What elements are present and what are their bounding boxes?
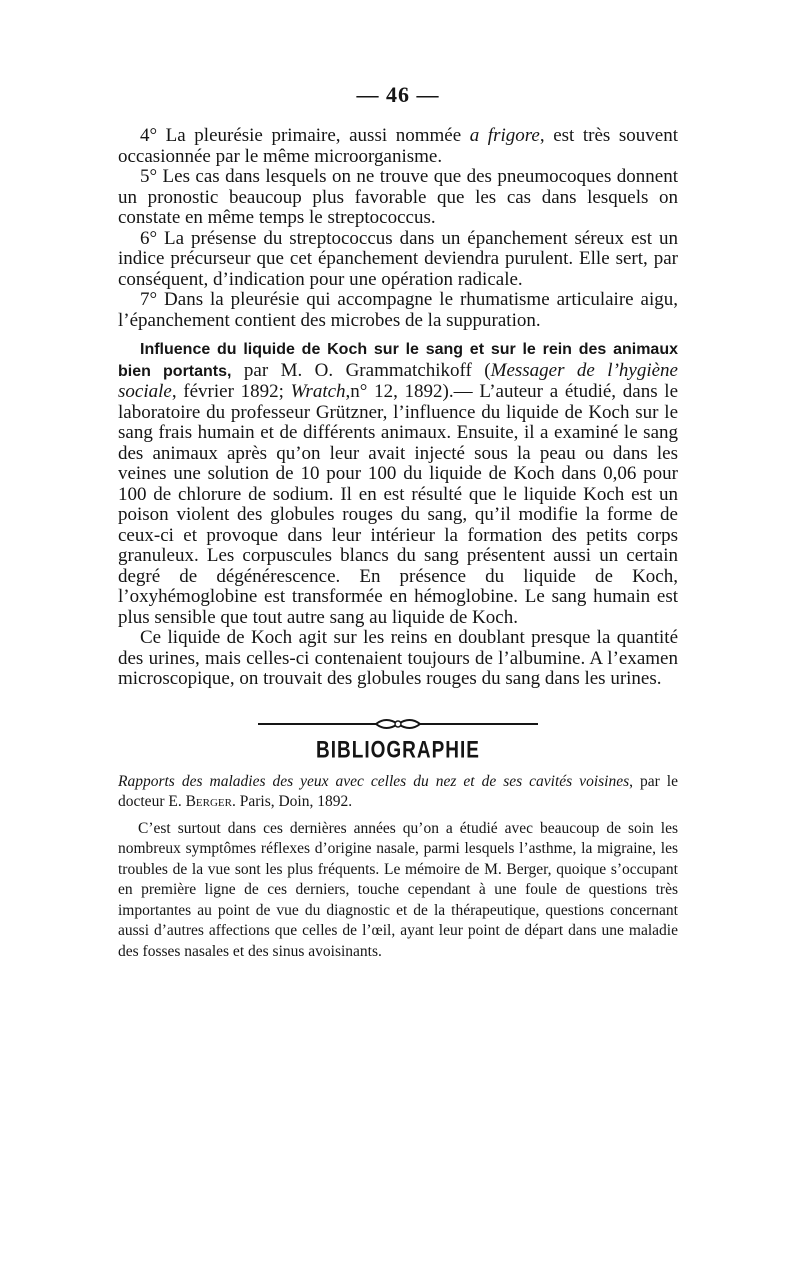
item-4-text: 4° La pleurésie primaire, aussi nommée bbox=[140, 125, 470, 146]
article-abstract bbox=[118, 339, 678, 628]
article-title: Influence du liquide de Koch sur le sang et sur le rein des animaux bien portants, bbox=[118, 341, 678, 380]
bibliography-reference bbox=[118, 772, 678, 813]
article-paragraph-2: Ce liquide de Koch agit sur les reins en doublant presque la quantité des urines, mais celles-ci contenaient toujours de l’albumine. A l’examen microscopique, on trouvait des globules rouges du sang dans les urines. bbox=[118, 627, 678, 689]
item-4-italic-term: a frigore bbox=[469, 125, 540, 146]
item-4-text-end: , est très souvent occasionnée par le même microorganisme. bbox=[118, 125, 678, 167]
numbered-conclusions bbox=[118, 126, 678, 690]
reference-title: Rapports des maladies des yeux avec celles du nez et de ses cavités voisines bbox=[118, 772, 630, 790]
article-source: par M. O. Grammatchikoff ( bbox=[231, 359, 491, 381]
article-body: ,n° 12, 1892).— L’auteur a étudié, dans le laboratoire du professeur Grützner, l’influence du liquide de Koch sur le sang frais humain et de différents animaux. Ensuite, il a examiné le sang des animaux après qu’on leur avait injecté sous la peau ou dans les veines une solution de 10 pour 100 du liquide de Koch dans 0,06 pour 100 de chlorure de sodium. Il en est résulté que le liquide Koch est un poison violent des globules rouges du sang, qu’il modifie la forme de ceux-ci et provoque dans leur intérieur la formation des petits corps granuleux. Les corpuscules blancs du sang présentent aussi un certain degré de dégénérescence. En présence du liquide de Koch, l’oxyhémoglobine est transformée en hémoglobine. Le sang humain est plus sensible que tout autre sang au liquide de Koch. bbox=[118, 381, 679, 628]
reference-publisher: . Paris, Doin, 1892. bbox=[231, 793, 353, 810]
conclusion-item-6: 6° La présense du streptococcus dans un épanchement séreux est un indice précurseur que cet épanchement deviendra purulent. Elle sert, par conséquent, d’indication pour une opération radicale. bbox=[118, 227, 678, 290]
journal-name-2: Wratch bbox=[290, 381, 346, 402]
ornamental-divider bbox=[258, 712, 538, 736]
page-number: — 46 — bbox=[356, 82, 440, 107]
book-page bbox=[118, 82, 678, 962]
article-date: , février 1892; bbox=[171, 381, 291, 402]
journal-name: Messager de l’hygiène sociale bbox=[118, 359, 678, 402]
reference-author: Berger bbox=[185, 793, 232, 810]
bibliography-heading: BIBLIOGRAPHIE bbox=[316, 736, 480, 763]
conclusion-item-5: 5° Les cas dans lesquels on ne trouve que des pneumocoques donnent un pronostic beaucoup plus favorable que les cas dans lesquels on constate en même temps le streptococcus. bbox=[118, 166, 678, 228]
bibliography-review: C’est surtout dans ces dernières années qu’on a étudié avec beaucoup de soin les nombreux symptômes réflexes d’origine nasale, parmi lesquels l’asthme, la migraine, les troubles de la vue sont les plus fréquents. Le mémoire de M. Berger, quoique s’occupant en première ligne de ces derniers, touche cependant à une foule de questions très importantes au point de vue du diagnostic et de la thérapeutique, questions concernant aussi d’autres affections que celles de l’œil, ayant leur point de départ dans une maladie des fosses nasales et des sinus avoisinants. bbox=[118, 819, 678, 960]
conclusion-item-7: 7° Dans la pleurésie qui accompagne le rhumatisme articulaire aigu, l’épanchement contient des microbes de la suppuration. bbox=[118, 289, 678, 331]
bibliography-section bbox=[118, 772, 678, 963]
reference-by: , par le docteur E. bbox=[118, 772, 678, 810]
conclusion-item-4 bbox=[118, 126, 678, 167]
